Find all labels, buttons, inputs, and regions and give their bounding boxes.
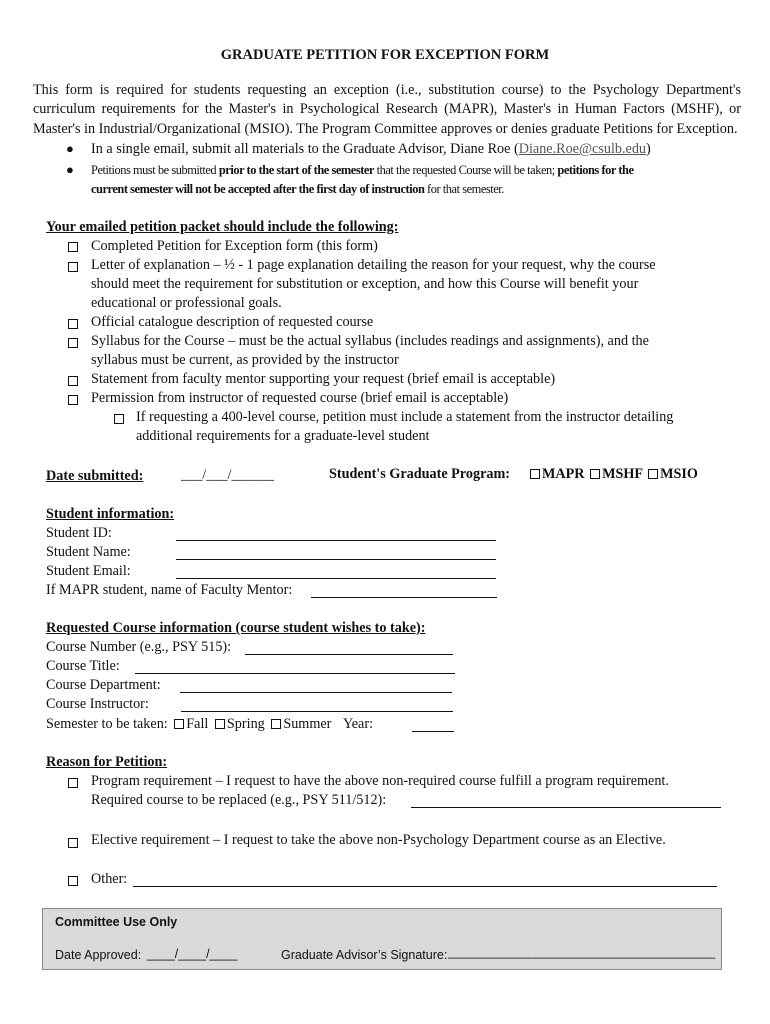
course-info-heading: Requested Course information (course student wishes to take):: [46, 620, 426, 636]
checkbox-fall[interactable]: [174, 719, 184, 729]
reason-program-l1: Program requirement – I request to have the above non-required course fulfill a program requirement.: [91, 773, 669, 789]
course-instructor-label: Course Instructor:: [46, 696, 149, 712]
packet-subitem-400-l2: additional requirements for a graduate-level student: [136, 428, 430, 444]
course-department-label: Course Department:: [46, 677, 161, 693]
student-email-field[interactable]: [176, 565, 496, 579]
committee-use-box: [42, 908, 722, 970]
course-title-label: Course Title:: [46, 658, 120, 674]
bullet-deadline-cont: current semester will not be accepted after the first day of instruction for that semester.: [91, 182, 504, 196]
bullet-icon: ●: [66, 162, 74, 177]
date-approved-label: Date Approved:: [55, 948, 142, 962]
program-msio: MSIO: [660, 466, 698, 482]
checkbox-mentor-statement[interactable]: [68, 376, 78, 386]
semester-spring: Spring: [226, 716, 265, 732]
semester-row: [46, 715, 373, 734]
intro-line-3: Master's in Industrial/Organizational (MSIO). The Program Committee approves or denies graduate Petitions for Exception.: [33, 120, 738, 137]
graduate-program-label: Student's Graduate Program:: [329, 466, 511, 482]
student-id-label: Student ID:: [46, 525, 112, 541]
packet-item-letter-l3: educational or professional goals.: [91, 295, 282, 311]
course-title-field[interactable]: [135, 660, 455, 674]
checkbox-other[interactable]: [68, 876, 78, 886]
packet-item-syllabus-l1: Syllabus for the Course – must be the actual syllabus (includes readings and assignments), and the: [91, 333, 649, 349]
advisor-signature-field[interactable]: ______________________________________________: [448, 947, 715, 959]
program-mapr: MAPR: [542, 466, 585, 482]
course-department-field[interactable]: [180, 679, 452, 693]
checkbox-catalogue[interactable]: [68, 319, 78, 329]
date-approved-field[interactable]: ____/____/____: [147, 947, 238, 961]
packet-item-catalogue: Official catalogue description of requested course: [91, 314, 374, 330]
packet-item-syllabus-l2: syllabus must be current, as provided by the instructor: [91, 352, 399, 368]
student-email-label: Student Email:: [46, 563, 131, 579]
checkbox-elective-requirement[interactable]: [68, 838, 78, 848]
reason-elective: Elective requirement – I request to take the above non-Psychology Department course as an Elective.: [91, 832, 666, 848]
student-name-field[interactable]: [176, 546, 496, 560]
checkbox-program-requirement[interactable]: [68, 778, 78, 788]
checkbox-spring[interactable]: [215, 719, 225, 729]
program-mshf: MSHF: [602, 466, 643, 482]
date-submitted-field[interactable]: ___/___/______: [181, 467, 275, 483]
student-info-heading: Student information:: [46, 506, 175, 522]
page-title: GRADUATE PETITION FOR EXCEPTION FORM: [220, 47, 550, 63]
intro-line-2: curriculum requirements for the Master's in Psychological Research (MAPR), Master's in Human Factors (MSHF), or: [33, 101, 741, 118]
student-id-field[interactable]: [176, 527, 496, 541]
reason-other-label: Other:: [91, 871, 128, 887]
checkbox-syllabus[interactable]: [68, 338, 78, 348]
year-field[interactable]: [412, 718, 454, 732]
year-label: Year:: [342, 716, 374, 732]
bullet-deadline: Petitions must be submitted prior to the start of the semester that the requested Course will be taken; petitions for the: [91, 163, 634, 177]
packet-item-instructor-permission: Permission from instructor of requested course (brief email is acceptable): [91, 390, 509, 406]
packet-subitem-400-l1: If requesting a 400-level course, petition must include a statement from the instructor detailing: [136, 409, 674, 425]
checkbox-instructor-permission[interactable]: [68, 395, 78, 405]
checkbox-msio[interactable]: [648, 469, 658, 479]
packet-item-form: Completed Petition for Exception form (this form): [91, 238, 378, 254]
course-instructor-field[interactable]: [181, 698, 453, 712]
course-number-field[interactable]: [245, 641, 453, 655]
checkbox-summer[interactable]: [271, 719, 281, 729]
course-number-label: Course Number (e.g., PSY 515):: [46, 639, 232, 655]
date-submitted-label: Date submitted:: [46, 468, 144, 484]
intro-line-1: This form is required for students requesting an exception (i.e., substitution course) to the Psychology Department's: [33, 82, 741, 98]
student-name-label: Student Name:: [46, 544, 131, 560]
required-course-field[interactable]: [411, 794, 721, 808]
semester-summer: Summer: [283, 716, 332, 732]
packet-heading: Your emailed petition packet should include the following:: [46, 219, 399, 235]
reason-program-l2: Required course to be replaced (e.g., PSY 511/512):: [91, 792, 387, 808]
faculty-mentor-label: If MAPR student, name of Faculty Mentor:: [46, 582, 293, 598]
reason-other-field[interactable]: [133, 873, 717, 887]
semester-label: Semester to be taken:: [46, 716, 168, 732]
packet-item-mentor-statement: Statement from faculty mentor supporting your request (brief email is acceptable): [91, 371, 556, 387]
advisor-signature-label: Graduate Advisor’s Signature:: [281, 948, 448, 962]
packet-item-letter-l1: Letter of explanation – ½ - 1 page explanation detailing the reason for your request, why the course: [91, 257, 656, 273]
checkbox-400-level[interactable]: [114, 414, 124, 424]
bullet-icon: ●: [66, 141, 74, 156]
intro-paragraph: [33, 81, 741, 139]
packet-item-letter-l2: should meet the requirement for substitution or exception, and how this Course will benefit your: [91, 276, 639, 292]
semester-fall: Fall: [186, 716, 209, 732]
checkbox-letter[interactable]: [68, 262, 78, 272]
reason-heading: Reason for Petition:: [46, 754, 168, 770]
checkbox-mapr[interactable]: [530, 469, 540, 479]
faculty-mentor-field[interactable]: [311, 584, 497, 598]
advisor-email-link[interactable]: Diane.Roe@csulb.edu: [518, 141, 647, 157]
checkbox-form[interactable]: [68, 242, 78, 252]
checkbox-mshf[interactable]: [590, 469, 600, 479]
committee-heading: Committee Use Only: [55, 915, 178, 929]
bullet-submit-email: In a single email, submit all materials to the Graduate Advisor, Diane Roe (Diane.Roe@csulb.edu): [91, 141, 651, 157]
program-options: [530, 465, 698, 484]
